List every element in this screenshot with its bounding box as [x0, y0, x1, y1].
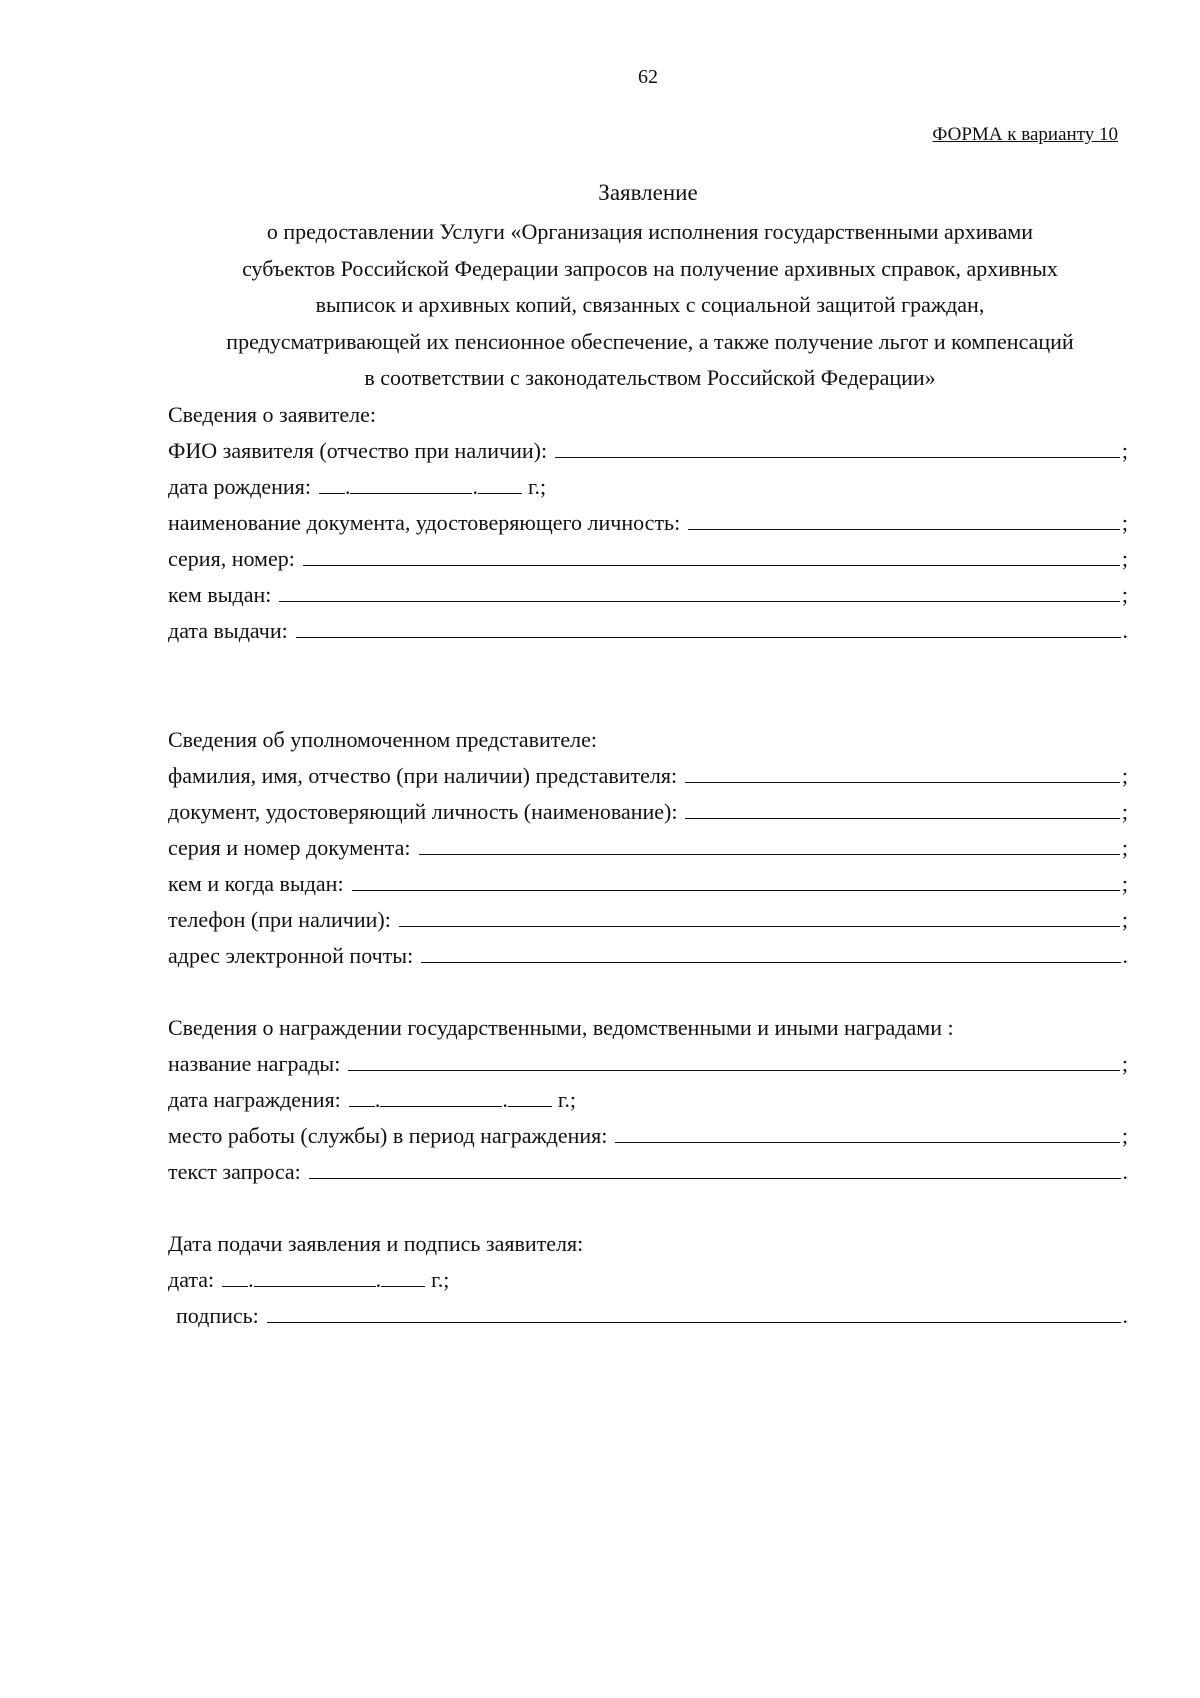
series-label: серия, номер:	[168, 546, 295, 571]
rep-fio-field[interactable]	[685, 758, 1120, 783]
date-dot: .	[374, 1087, 381, 1112]
period: .	[1122, 1303, 1128, 1328]
form-reference: ФОРМА к варианту 10	[932, 124, 1118, 145]
date-dot: .	[375, 1267, 382, 1292]
document-subtitle	[150, 214, 1150, 397]
submission-year-field[interactable]	[381, 1262, 425, 1287]
representative-heading: Сведения об уполномоченном представителе:	[168, 727, 598, 752]
rep-phone-label: телефон (при наличии):	[168, 907, 391, 932]
issue-date-field[interactable]	[296, 613, 1121, 638]
signature-field[interactable]	[267, 1298, 1121, 1323]
semicolon: ;	[1121, 510, 1128, 535]
birth-date-row	[168, 469, 1128, 505]
year-suffix: г.;	[527, 474, 547, 499]
rep-fio-row	[168, 758, 1128, 794]
series-field[interactable]	[303, 541, 1120, 566]
date-dot: .	[344, 474, 351, 499]
award-section	[168, 1010, 1128, 1190]
page-number: 62	[638, 66, 658, 88]
request-text-row	[168, 1154, 1128, 1190]
doc-name-row	[168, 505, 1128, 541]
semicolon: ;	[1121, 799, 1128, 824]
rep-doc-field[interactable]	[685, 794, 1119, 819]
applicant-fio-row	[168, 433, 1128, 469]
rep-issued-label: кем и когда выдан:	[168, 871, 344, 896]
rep-phone-row	[168, 902, 1128, 938]
award-date-row	[168, 1082, 1128, 1118]
document-title: Заявление	[598, 180, 698, 205]
date-dot: .	[472, 474, 478, 499]
doc-name-field[interactable]	[688, 505, 1120, 530]
workplace-row	[168, 1118, 1128, 1154]
birth-date-label: дата рождения:	[168, 474, 311, 499]
issued-by-label: кем выдан:	[168, 582, 272, 607]
submission-heading: Дата подачи заявления и подпись заявителя:	[168, 1231, 584, 1256]
subtitle-line: предусматривающей их пенсионное обеспечение, а также получение льгот и компенсаций	[226, 328, 1074, 354]
series-row	[168, 541, 1128, 577]
issued-by-row	[168, 577, 1128, 613]
period: .	[1122, 1159, 1128, 1184]
submission-section	[168, 1226, 1128, 1334]
award-date-label: дата награждения:	[168, 1087, 341, 1112]
rep-doc-row	[168, 794, 1128, 830]
rep-series-row	[168, 830, 1128, 866]
submission-date-row	[168, 1262, 1128, 1298]
submission-day-field[interactable]	[222, 1262, 248, 1287]
year-suffix: г.;	[557, 1087, 576, 1112]
award-name-row	[168, 1046, 1128, 1082]
subtitle-line: выписок и архивных копий, связанных с социальной защитой граждан,	[315, 292, 985, 317]
issued-by-field[interactable]	[279, 577, 1120, 602]
applicant-heading: Сведения о заявителе:	[168, 402, 377, 427]
semicolon: ;	[1121, 438, 1128, 463]
workplace-label: место работы (службы) в период награждения:	[168, 1123, 608, 1148]
subtitle-line: о предоставлении Услуги «Организация исполнения государственными архивами	[266, 219, 1034, 244]
issue-date-label: дата выдачи:	[168, 618, 288, 643]
signature-label: подпись:	[176, 1303, 259, 1328]
award-month-field[interactable]	[380, 1082, 502, 1107]
request-text-field[interactable]	[309, 1154, 1121, 1179]
award-name-label: название награды:	[168, 1051, 341, 1076]
rep-email-field[interactable]	[421, 938, 1120, 963]
semicolon: ;	[1121, 546, 1128, 571]
issue-date-row	[168, 613, 1128, 649]
award-heading: Сведения о награждении государственными, ведомственными и иными наградами :	[168, 1015, 954, 1040]
representative-section	[168, 722, 1128, 974]
semicolon: ;	[1121, 1123, 1128, 1148]
doc-name-label: наименование документа, удостоверяющего личность:	[168, 510, 681, 535]
subtitle-line: в соответствии с законодательством Российской Федерации»	[364, 365, 936, 390]
semicolon: ;	[1121, 763, 1128, 788]
applicant-fio-label: ФИО заявителя (отчество при наличии):	[168, 438, 548, 463]
award-year-field[interactable]	[508, 1082, 552, 1107]
period: .	[1122, 618, 1128, 643]
semicolon: ;	[1121, 835, 1128, 860]
applicant-fio-field[interactable]	[555, 433, 1120, 458]
period: .	[1122, 943, 1128, 968]
rep-series-field[interactable]	[419, 830, 1120, 855]
applicant-section	[168, 397, 1128, 649]
semicolon: ;	[1121, 871, 1128, 896]
semicolon: ;	[1121, 1051, 1128, 1076]
birth-day-field[interactable]	[319, 469, 345, 494]
rep-email-label: адрес электронной почты:	[168, 943, 414, 968]
year-suffix: г.;	[431, 1267, 450, 1292]
rep-issued-field[interactable]	[352, 866, 1120, 891]
signature-row	[168, 1298, 1128, 1334]
date-dot: .	[502, 1087, 508, 1112]
semicolon: ;	[1121, 582, 1128, 607]
rep-issued-row	[168, 866, 1128, 902]
semicolon: ;	[1121, 907, 1128, 932]
request-text-label: текст запроса:	[168, 1159, 301, 1184]
workplace-field[interactable]	[615, 1118, 1119, 1143]
rep-series-label: серия и номер документа:	[168, 835, 411, 860]
submission-month-field[interactable]	[254, 1262, 376, 1287]
birth-year-field[interactable]	[478, 469, 522, 494]
award-name-field[interactable]	[348, 1046, 1120, 1071]
rep-email-row	[168, 938, 1128, 974]
birth-month-field[interactable]	[350, 469, 472, 494]
rep-fio-label: фамилия, имя, отчество (при наличии) представителя:	[168, 763, 678, 788]
submission-date-label: дата:	[168, 1267, 215, 1292]
date-dot: .	[248, 1267, 254, 1292]
subtitle-line: субъектов Российской Федерации запросов на получение архивных справок, архивных	[242, 255, 1058, 281]
rep-doc-label: документ, удостоверяющий личность (наименование):	[168, 799, 678, 824]
award-day-field[interactable]	[349, 1082, 375, 1107]
rep-phone-field[interactable]	[399, 902, 1120, 927]
